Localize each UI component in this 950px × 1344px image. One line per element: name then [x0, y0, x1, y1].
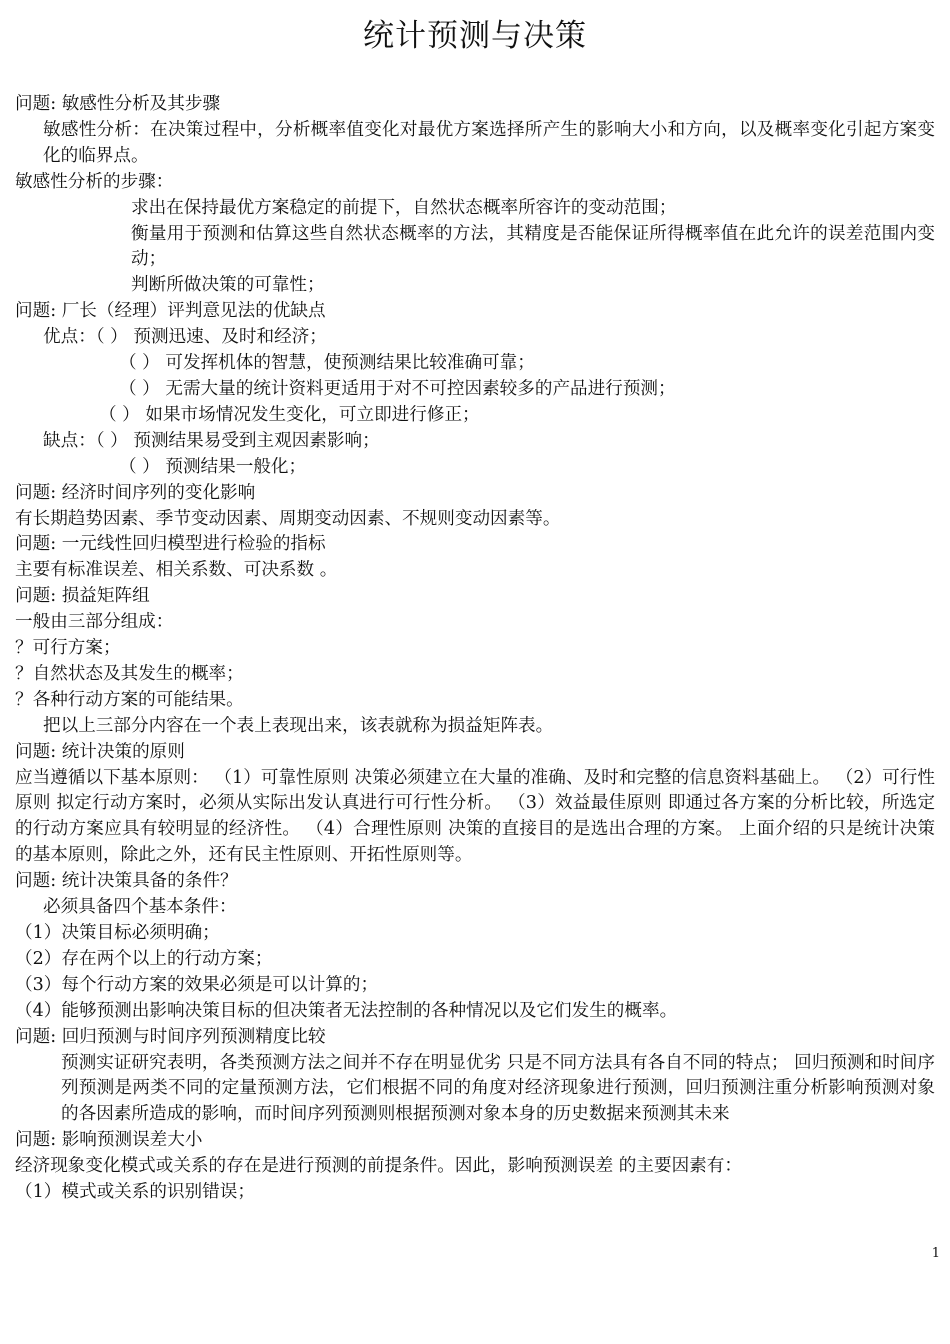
- list-item: （ ） 如果市场情况发生变化，可立即进行修正；: [99, 404, 480, 425]
- list-item: （ ） 预测结果一般化；: [119, 456, 307, 477]
- question-heading: 问题: 影响预测误差大小: [15, 1130, 203, 1151]
- question-heading: 问题: 经济时间序列的变化影响: [15, 482, 256, 503]
- paragraph: 预测实证研究表明，各类预测方法之间并不存在明显优劣 只是不同方法具有各自不同的特点； 回归预测和时间序列预测是两类不同的定量预测方法，它们根据不同的角度对经济现象进行预测，回归预测注重分析影响预测对象的各因素所造成的影响，而时间序列预测则根据预测对象本身的历史数据来预测其未来: [61, 1052, 935, 1125]
- list-item: ？可行方案；: [15, 638, 121, 659]
- page-title: 统计预测与决策: [363, 18, 587, 54]
- list-item: （ ） 可发挥机体的智慧，使预测结果比较准确可靠；: [119, 353, 535, 374]
- list-item: 求出在保持最优方案稳定的前提下，自然状态概率所容许的变动范围；: [131, 197, 677, 218]
- paragraph: 应当遵循以下基本原则： （1）可靠性原则 决策必须建立在大量的准确、及时和完整的信息资料基础上。 （2）可行性原则 拟定行动方案时，必须从实际出发认真进行可行性分析。 （3）效益最佳原则 即通过各方案的分析比较，所选定的行动方案应具有较明显的经济性。 （4）合理性原则 决策的直接目的是选出合理的方案。 上面介绍的只是统计决策的基本原则，除此之外，还有民主性原则、开拓性原则等。: [15, 767, 935, 866]
- list-item: （4）能够预测出影响决策目标的但决策者无法控制的各种情况以及它们发生的概率。: [15, 1000, 678, 1021]
- text-line: 敏感性分析的步骤：: [15, 171, 174, 192]
- text-line: 必须具备四个基本条件：: [43, 897, 237, 918]
- page-number: 1: [931, 1246, 940, 1261]
- question-heading: 问题: 一元线性回归模型进行检验的指标: [15, 534, 326, 555]
- document-body: [15, 92, 935, 1206]
- list-item: （3）每个行动方案的效果必须是可以计算的；: [15, 974, 379, 995]
- list-item: 优点：（ ） 预测迅速、及时和经济；: [43, 327, 327, 348]
- list-item: 缺点：（ ） 预测结果易受到主观因素影响；: [43, 430, 380, 451]
- list-item: ？自然状态及其发生的概率；: [15, 663, 244, 684]
- question-heading: 问题: 厂长（经理）评判意见法的优缺点: [15, 301, 326, 322]
- paragraph: 敏感性分析：在决策过程中，分析概率值变化对最优方案选择所产生的影响大小和方向，以及概率变化引起方案变化的临界点。: [43, 119, 935, 166]
- question-heading: 问题: 统计决策的原则: [15, 741, 185, 762]
- list-item: （ ） 无需大量的统计资料更适用于对不可控因素较多的产品进行预测；: [119, 378, 676, 399]
- question-heading: 问题: 敏感性分析及其步骤: [15, 94, 221, 114]
- text-line: 一般由三部分组成：: [15, 612, 174, 633]
- list-item: （1）模式或关系的识别错误；: [15, 1182, 255, 1203]
- list-item: （2）存在两个以上的行动方案；: [15, 948, 273, 969]
- text-line: 经济现象变化模式或关系的存在是进行预测的前提条件。因此，影响预测误差 的主要因素有：: [15, 1156, 742, 1177]
- question-heading: 问题: 损益矩阵组: [15, 586, 150, 607]
- text-line: 把以上三部分内容在一个表上表现出来，该表就称为损益矩阵表。: [43, 715, 554, 736]
- list-item: 判断所做决策的可靠性；: [131, 275, 325, 296]
- list-item: （1）决策目标必须明确；: [15, 923, 220, 943]
- list-item: ？各种行动方案的可能结果。: [15, 689, 244, 710]
- question-heading: 问题: 回归预测与时间序列预测精度比较: [15, 1026, 326, 1047]
- list-item: 衡量用于预测和估算这些自然状态概率的方法，其精度是否能保证所得概率值在此允许的误差范围内变动；: [131, 223, 935, 270]
- question-heading: 问题: 统计决策具备的条件？: [15, 871, 238, 892]
- text-line: 主要有标准误差、相关系数、可决系数 。: [15, 560, 338, 581]
- text-line: 有长期趋势因素、季节变动因素、周期变动因素、不规则变动因素等。: [15, 508, 561, 529]
